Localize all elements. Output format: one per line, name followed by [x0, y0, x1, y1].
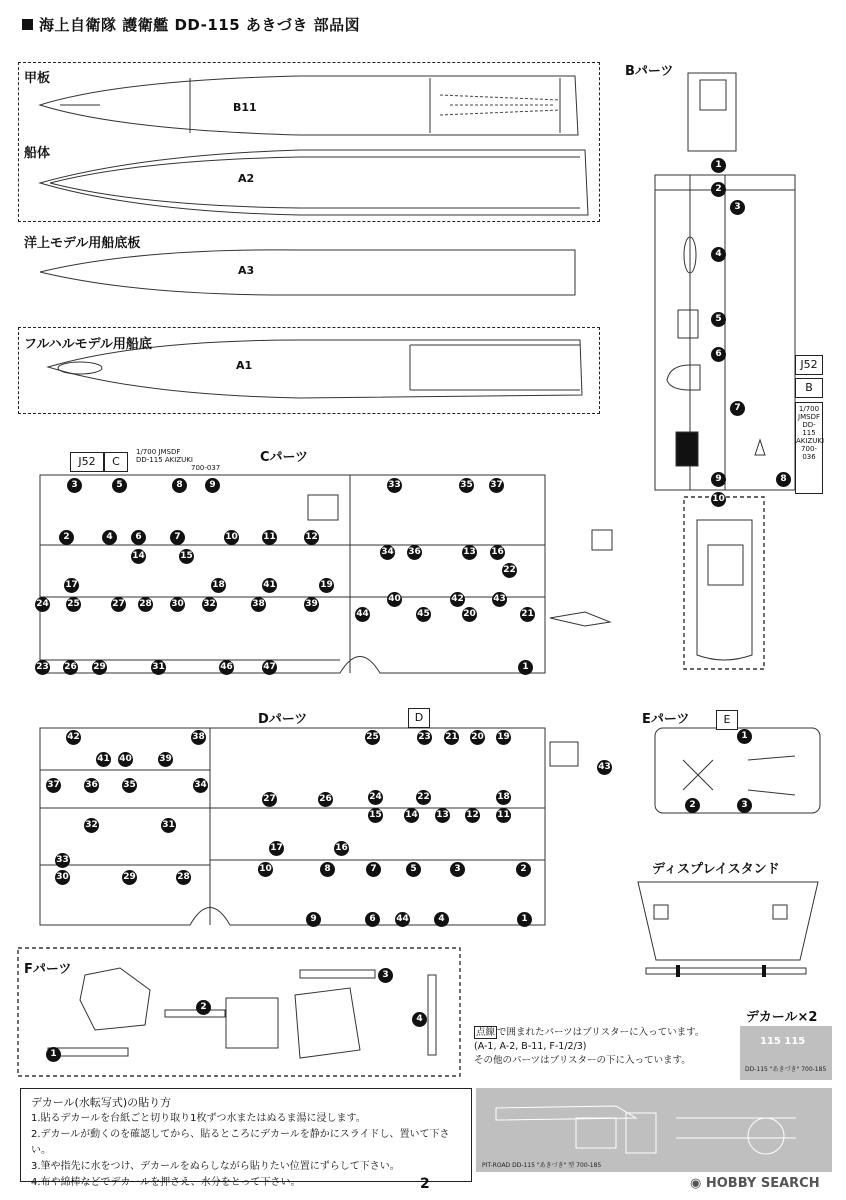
e-part-1: 1	[737, 729, 752, 744]
c-part-callout: 2	[59, 530, 74, 545]
d-part-callout: 22	[416, 790, 431, 805]
b-part-9: 9	[711, 472, 726, 487]
decal-numbers: 115 115	[760, 1036, 806, 1047]
f-parts-label: Fパーツ	[24, 962, 72, 977]
c-part-callout: 34	[380, 545, 395, 560]
d-part-callout: 2	[516, 862, 531, 877]
d-part-callout: 15	[368, 808, 383, 823]
c-sprue-code: J52	[70, 452, 104, 472]
decal-step-1: 1.貼るデカールを台紙ごと切り取り1枚ずつ水またはぬるま湯に浸します。	[31, 1113, 366, 1124]
d-part-callout: 36	[84, 778, 99, 793]
d-part-callout: 17	[269, 841, 284, 856]
d-part-callout: 29	[122, 870, 137, 885]
hull-part-drawing	[40, 150, 588, 215]
d-part-callout: 35	[122, 778, 137, 793]
d-part-callout: 27	[262, 792, 277, 807]
watermark-text: HOBBY SEARCH	[705, 1176, 820, 1191]
b-sprue-code: J52	[795, 355, 823, 375]
e-part-3: 3	[737, 798, 752, 813]
c-part-callout: 17	[64, 578, 79, 593]
c-part-callout: 19	[319, 578, 334, 593]
d-part-callout: 4	[434, 912, 449, 927]
c-part-callout: 15	[179, 549, 194, 564]
c-sprue-frame	[40, 475, 545, 673]
c-part-callout: 1	[518, 660, 533, 675]
c-part-callout: 40	[387, 592, 402, 607]
decal-sheet-large	[476, 1088, 832, 1172]
c-part-callout: 36	[407, 545, 422, 560]
d-part-callout: 1	[517, 912, 532, 927]
decal-step-2: 2.デカールが動くのを確認してから、貼るところにデカールを静かにスライドし、置いて下さい。	[31, 1129, 450, 1156]
bottom-plate-label: 洋上モデル用船底板	[24, 236, 141, 251]
c-sprue-info-line2: DD-115 AKIZUKI	[136, 456, 193, 464]
decal-step-3: 3.筆や指先に水をつけ、デカールをぬらしながら貼りたい位置にずらして下さい。	[31, 1161, 400, 1172]
c-part-callout: 29	[92, 660, 107, 675]
b-part-7: 7	[730, 401, 745, 416]
d-part-callout: 38	[191, 730, 206, 745]
d-part-callout: 34	[193, 778, 208, 793]
b-sprue-letter: B	[795, 378, 823, 398]
f-part-1: 1	[46, 1047, 61, 1062]
b-part-4: 4	[711, 247, 726, 262]
c-part-callout: 9	[205, 478, 220, 493]
c-part-callout: 46	[219, 660, 234, 675]
display-stand-label: ディスプレイスタンド	[652, 862, 780, 877]
d-part-callout: 3	[450, 862, 465, 877]
d-part-callout: 40	[118, 752, 133, 767]
e-part-2: 2	[685, 798, 700, 813]
c-part-callout: 13	[462, 545, 477, 560]
c-part-callout: 33	[387, 478, 402, 493]
d-part-callout: 39	[158, 752, 173, 767]
deck-part-code: B11	[233, 101, 257, 114]
d-part-callout: 21	[444, 730, 459, 745]
d-part-callout: 43	[597, 760, 612, 775]
d-parts-label: Dパーツ	[258, 712, 308, 727]
c-part-callout: 3	[67, 478, 82, 493]
watermark-logo	[690, 1176, 820, 1191]
blister-note-line2: (A-1, A-2, B-11, F-1/2/3)	[474, 1041, 587, 1052]
d-part-callout: 8	[320, 862, 335, 877]
c-part-callout: 41	[262, 578, 277, 593]
hobby-search-icon: ◉	[690, 1176, 702, 1191]
d-part-callout: 37	[46, 778, 61, 793]
b-part-6: 6	[711, 347, 726, 362]
c-part-callout: 11	[262, 530, 277, 545]
c-parts-label: Cパーツ	[260, 450, 309, 465]
decal-instructions-heading: デカール(水転写式)の貼り方	[31, 1096, 172, 1109]
d-part-callout: 20	[470, 730, 485, 745]
c-part-callout: 32	[202, 597, 217, 612]
decal-small-caption: DD-115 "あきづき" 700-185	[745, 1066, 827, 1073]
c-part-callout: 10	[224, 530, 239, 545]
b-sprue-info: 1/700 JMSDF DD-115 AKIZUKI 700-036	[795, 402, 823, 494]
d-part-callout: 7	[366, 862, 381, 877]
d-part-callout: 41	[96, 752, 111, 767]
page-number: 2	[420, 1176, 430, 1192]
b-part-2: 2	[711, 182, 726, 197]
c-part-callout: 18	[211, 578, 226, 593]
d-sprue-letter: D	[408, 708, 430, 728]
blister-note-line1: で囲まれたパーツはブリスターに入っています。	[497, 1027, 705, 1038]
f-part-4: 4	[412, 1012, 427, 1027]
c-part-callout: 30	[170, 597, 185, 612]
c-part-callout: 37	[489, 478, 504, 493]
full-hull-label: フルハルモデル用船底	[24, 337, 152, 352]
c-part-callout: 25	[66, 597, 81, 612]
d-part-callout: 6	[365, 912, 380, 927]
c-part-callout: 12	[304, 530, 319, 545]
c-part-callout: 26	[63, 660, 78, 675]
full-hull-code: A1	[236, 359, 253, 372]
c-part-callout: 8	[172, 478, 187, 493]
d-part-callout: 11	[496, 808, 511, 823]
c-part-callout: 44	[355, 607, 370, 622]
c-part-callout: 24	[35, 597, 50, 612]
d-part-callout: 32	[84, 818, 99, 833]
d-part-callout: 28	[176, 870, 191, 885]
c-part-callout: 45	[416, 607, 431, 622]
blister-note-boxed: 点線	[476, 1027, 496, 1038]
c-part-callout: 43	[492, 592, 507, 607]
c-sprue-info-line3: 700-037	[191, 464, 221, 472]
b-part-3: 3	[730, 200, 745, 215]
blister-note-line3: その他のパーツはブリスターの下に入っています。	[474, 1055, 691, 1066]
decal-big-caption: PIT-ROAD DD-115 "あきづき" 型 700-185	[482, 1162, 602, 1169]
c-part-callout: 42	[450, 592, 465, 607]
bottom-plate-drawing	[40, 250, 575, 295]
hull-part-code: A2	[238, 172, 255, 185]
decal-count: デカール×2	[746, 1010, 818, 1025]
c-sprue-info-line1: 1/700 JMSDF	[136, 448, 181, 456]
d-part-callout: 10	[258, 862, 273, 877]
blister-note	[474, 1026, 734, 1068]
c-sprue-letter: C	[104, 452, 128, 472]
c-part-callout: 21	[520, 607, 535, 622]
d-part-callout: 18	[496, 790, 511, 805]
d-part-callout: 30	[55, 870, 70, 885]
c-sprue-info	[136, 448, 220, 472]
c-part-callout: 31	[151, 660, 166, 675]
d-sprue-frame	[40, 728, 545, 925]
c-part-callout: 38	[251, 597, 266, 612]
c-part-callout: 20	[462, 607, 477, 622]
c-part-callout: 6	[131, 530, 146, 545]
c-part-callout: 22	[502, 563, 517, 578]
d-part-callout: 33	[55, 853, 70, 868]
d-part-callout: 24	[368, 790, 383, 805]
c-part-callout: 28	[138, 597, 153, 612]
d-part-callout: 23	[417, 730, 432, 745]
d-part-callout: 16	[334, 841, 349, 856]
c-part-callout: 14	[131, 549, 146, 564]
d-part-callout: 13	[435, 808, 450, 823]
decal-step-4: 4.布や綿棒などでデカールを押さえ、水分をとって下さい。	[31, 1177, 301, 1188]
c-part-callout: 35	[459, 478, 474, 493]
c-part-callout: 4	[102, 530, 117, 545]
b-part-5: 5	[711, 312, 726, 327]
c-part-callout: 39	[304, 597, 319, 612]
hull-label: 船体	[24, 146, 51, 161]
decal-instructions	[20, 1088, 472, 1188]
b-part-8: 8	[776, 472, 791, 487]
d-part-callout: 5	[406, 862, 421, 877]
b-part-1: 1	[711, 158, 726, 173]
f-part-3: 3	[378, 968, 393, 983]
c-part-callout: 16	[490, 545, 505, 560]
c-part-callout: 27	[111, 597, 126, 612]
d-part-callout: 14	[404, 808, 419, 823]
b-parts-label: Bパーツ	[625, 64, 674, 79]
e-parts-label: Eパーツ	[642, 712, 690, 727]
d-part-callout: 44	[395, 912, 410, 927]
d-part-callout: 25	[365, 730, 380, 745]
c-part-callout: 7	[170, 530, 185, 545]
d-part-callout: 26	[318, 792, 333, 807]
display-stand-drawing	[638, 882, 818, 960]
e-sprue-letter: E	[716, 710, 738, 730]
d-part-callout: 19	[496, 730, 511, 745]
c-part-callout: 23	[35, 660, 50, 675]
c-part-callout: 47	[262, 660, 277, 675]
d-part-callout: 31	[161, 818, 176, 833]
d-part-callout: 42	[66, 730, 81, 745]
d-part-callout: 12	[465, 808, 480, 823]
deck-label: 甲板	[24, 71, 51, 86]
d-part-callout: 9	[306, 912, 321, 927]
b-part-10: 10	[711, 492, 726, 507]
bottom-plate-code: A3	[238, 264, 255, 277]
decal-sheet-small	[740, 1026, 832, 1080]
f-part-2: 2	[196, 1000, 211, 1015]
page-title-text: 海上自衛隊 護衛艦 DD-115 あきづき 部品図	[39, 16, 361, 34]
c-part-callout: 5	[112, 478, 127, 493]
